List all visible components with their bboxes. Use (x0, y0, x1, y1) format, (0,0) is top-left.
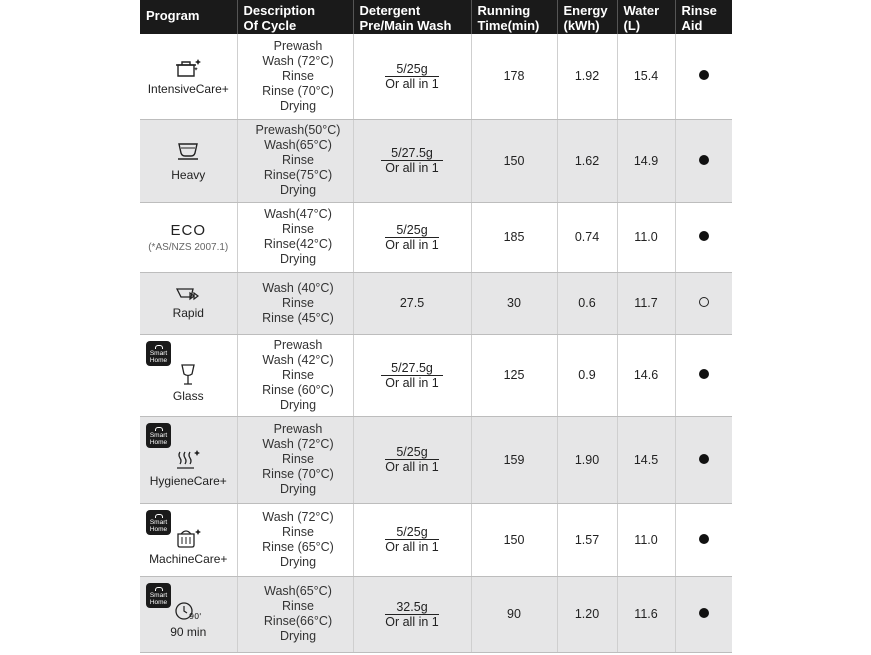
rinse-aid-filled-icon (699, 369, 709, 379)
program-cell (140, 334, 237, 416)
detergent-alt: Or all in 1 (385, 76, 439, 91)
rinse-aid-filled-icon (699, 608, 709, 618)
running-time-cell: 185 (471, 202, 557, 272)
header-detergent: Detergent Pre/Main Wash (353, 0, 471, 34)
detergent-amount: 5/25g (385, 525, 439, 540)
detergent-alt: Or all in 1 (385, 161, 439, 175)
cycle-step: Drying (279, 98, 317, 113)
cycle-step: Rinse(66°C) (263, 614, 333, 628)
cycle-step: Rinse (282, 295, 314, 310)
running-time-cell: 125 (471, 334, 557, 416)
cycle-step: Drying (279, 397, 317, 412)
detergent-amount: 5/27.5g (381, 361, 443, 376)
cycle-step: Drying (279, 183, 317, 197)
program-name: MachineCare+ (149, 551, 228, 566)
intensive-care-icon (173, 56, 203, 80)
cycle-step: Rinse (282, 367, 314, 382)
cycle-step: Rinse (282, 222, 314, 236)
cycle-step: Rinse (282, 599, 314, 613)
program-cell (140, 503, 237, 576)
program-cell (140, 416, 237, 503)
detergent-cell (353, 576, 471, 652)
detergent-alt: Or all in 1 (385, 540, 439, 554)
energy-cell: 1.90 (557, 416, 617, 503)
cycle-step: Rinse (70°C) (262, 83, 334, 98)
cycle-step: Prewash(50°C) (255, 123, 341, 137)
detergent-amount: 5/25g (385, 223, 439, 238)
water-cell: 11.6 (617, 576, 675, 652)
energy-cell: 0.74 (557, 202, 617, 272)
detergent-amount: 5/25g (385, 445, 439, 460)
running-time-cell: 30 (471, 272, 557, 334)
detergent-alt: Or all in 1 (385, 614, 439, 629)
water-cell: 11.7 (617, 272, 675, 334)
program-name: IntensiveCare+ (147, 82, 229, 97)
program-name: Glass (172, 389, 204, 403)
cycle-step: Wash(65°C) (264, 138, 332, 152)
cycle-description (237, 503, 353, 576)
cycle-step: Drying (279, 482, 317, 496)
machine-care-icon (173, 526, 203, 550)
rinse-aid-cell (675, 334, 732, 416)
program-cell (140, 202, 237, 272)
cycle-step: Drying (279, 629, 317, 643)
cycle-step: Rinse (282, 524, 314, 539)
detergent-cell (353, 503, 471, 576)
cycle-step: Prewash (273, 38, 323, 53)
rinse-aid-cell (675, 34, 732, 119)
table-row (140, 416, 732, 503)
cycle-description (237, 202, 353, 272)
rinse-aid-filled-icon (699, 155, 709, 165)
cycle-step: Rinse (70°C) (262, 467, 334, 481)
table-row (140, 334, 732, 416)
cycle-step: Wash (42°C) (262, 352, 334, 367)
energy-cell: 0.9 (557, 334, 617, 416)
cycle-step: Rinse (282, 68, 314, 83)
program-name: Heavy (171, 167, 206, 182)
running-time-cell: 150 (471, 503, 557, 576)
header-row (140, 0, 732, 34)
smart-home-badge-icon: Smart Home (146, 341, 171, 366)
running-time-cell: 178 (471, 34, 557, 119)
cycle-step: Rinse(75°C) (263, 168, 333, 182)
program-name: ECO (170, 221, 206, 239)
smart-home-badge-icon: Smart Home (146, 423, 171, 448)
cycle-step: Wash (72°C) (262, 437, 334, 451)
table-row (140, 272, 732, 334)
table-row (140, 503, 732, 576)
hygiene-care-icon (173, 448, 203, 472)
rinse-aid-filled-icon (699, 454, 709, 464)
rinse-aid-cell (675, 503, 732, 576)
program-cell (140, 272, 237, 334)
detergent-cell (353, 119, 471, 202)
running-time-cell: 90 (471, 576, 557, 652)
water-cell: 14.6 (617, 334, 675, 416)
detergent-cell (353, 202, 471, 272)
header-program: Program (140, 0, 237, 34)
table-row (140, 202, 732, 272)
detergent-cell: 27.5 (353, 272, 471, 334)
cycle-step: Wash(65°C) (264, 584, 332, 598)
rinse-aid-filled-icon (699, 70, 709, 80)
header-energy: Energy (kWh) (557, 0, 617, 34)
rinse-aid-cell (675, 202, 732, 272)
water-cell: 14.9 (617, 119, 675, 202)
rinse-aid-filled-icon (699, 534, 709, 544)
running-time-cell: 150 (471, 119, 557, 202)
cycle-description (237, 119, 353, 202)
header-running-time: Running Time(min) (471, 0, 557, 34)
cycle-step: Drying (279, 554, 317, 569)
table-row (140, 576, 732, 652)
water-cell: 15.4 (617, 34, 675, 119)
cycle-step: Rinse (60°C) (262, 382, 334, 397)
detergent-cell (353, 416, 471, 503)
water-cell: 11.0 (617, 202, 675, 272)
program-cell (140, 119, 237, 202)
program-standard-note: (*AS/NZS 2007.1) (148, 241, 229, 253)
program-name: HygieneCare+ (149, 473, 227, 488)
detergent-cell (353, 334, 471, 416)
running-time-cell: 159 (471, 416, 557, 503)
cycle-step: Rinse (45°C) (262, 310, 334, 325)
cycle-step: Prewash (273, 422, 323, 436)
energy-cell: 1.62 (557, 119, 617, 202)
header-description: Description Of Cycle (237, 0, 353, 34)
rinse-aid-filled-icon (699, 231, 709, 241)
smart-home-badge-icon: Smart Home (146, 583, 171, 608)
header-water: Water (L) (617, 0, 675, 34)
cycle-step: Rinse (282, 153, 314, 167)
table-row (140, 119, 732, 202)
detergent-amount: 5/25g (385, 62, 439, 77)
cycle-description (237, 334, 353, 416)
cycle-step: Wash (40°C) (262, 280, 334, 295)
table-row (140, 34, 732, 119)
energy-cell: 1.20 (557, 576, 617, 652)
rinse-aid-empty-icon (699, 297, 709, 307)
glass-icon (173, 363, 203, 387)
water-cell: 14.5 (617, 416, 675, 503)
cycle-step: Rinse (65°C) (262, 539, 334, 554)
ninety-min-icon (173, 599, 203, 623)
detergent-alt: Or all in 1 (385, 375, 439, 390)
detergent-alt: Or all in 1 (385, 237, 439, 252)
rinse-aid-cell (675, 119, 732, 202)
rinse-aid-cell (675, 576, 732, 652)
rinse-aid-cell (675, 416, 732, 503)
cycle-step: Wash (72°C) (262, 53, 334, 68)
program-cell (140, 576, 237, 652)
cycle-step: Drying (279, 252, 317, 266)
water-cell: 11.0 (617, 503, 675, 576)
cycle-description (237, 576, 353, 652)
rapid-icon (173, 286, 203, 304)
smart-home-badge-icon: Smart Home (146, 510, 171, 535)
cycle-step: Prewash (273, 337, 323, 352)
heavy-pot-icon (173, 140, 203, 166)
program-table (140, 0, 732, 653)
cycle-step: Wash (72°C) (262, 509, 334, 524)
cycle-description (237, 34, 353, 119)
program-name: 90 min (170, 625, 207, 639)
cycle-step: Rinse(42°C) (263, 237, 333, 251)
program-cell (140, 34, 237, 119)
energy-cell: 1.57 (557, 503, 617, 576)
rinse-aid-cell (675, 272, 732, 334)
ninety-min-icon-label: 90' (189, 612, 202, 621)
header-rinse-aid: Rinse Aid (675, 0, 732, 34)
cycle-step: Wash(47°C) (264, 207, 332, 221)
detergent-alt: Or all in 1 (385, 460, 439, 474)
detergent-amount: 5/27.5g (381, 146, 443, 161)
cycle-step: Rinse (282, 452, 314, 466)
cycle-description (237, 272, 353, 334)
detergent-amount: 32.5g (385, 600, 439, 615)
cycle-description (237, 416, 353, 503)
energy-cell: 0.6 (557, 272, 617, 334)
program-name: Rapid (172, 306, 204, 320)
detergent-cell (353, 34, 471, 119)
energy-cell: 1.92 (557, 34, 617, 119)
